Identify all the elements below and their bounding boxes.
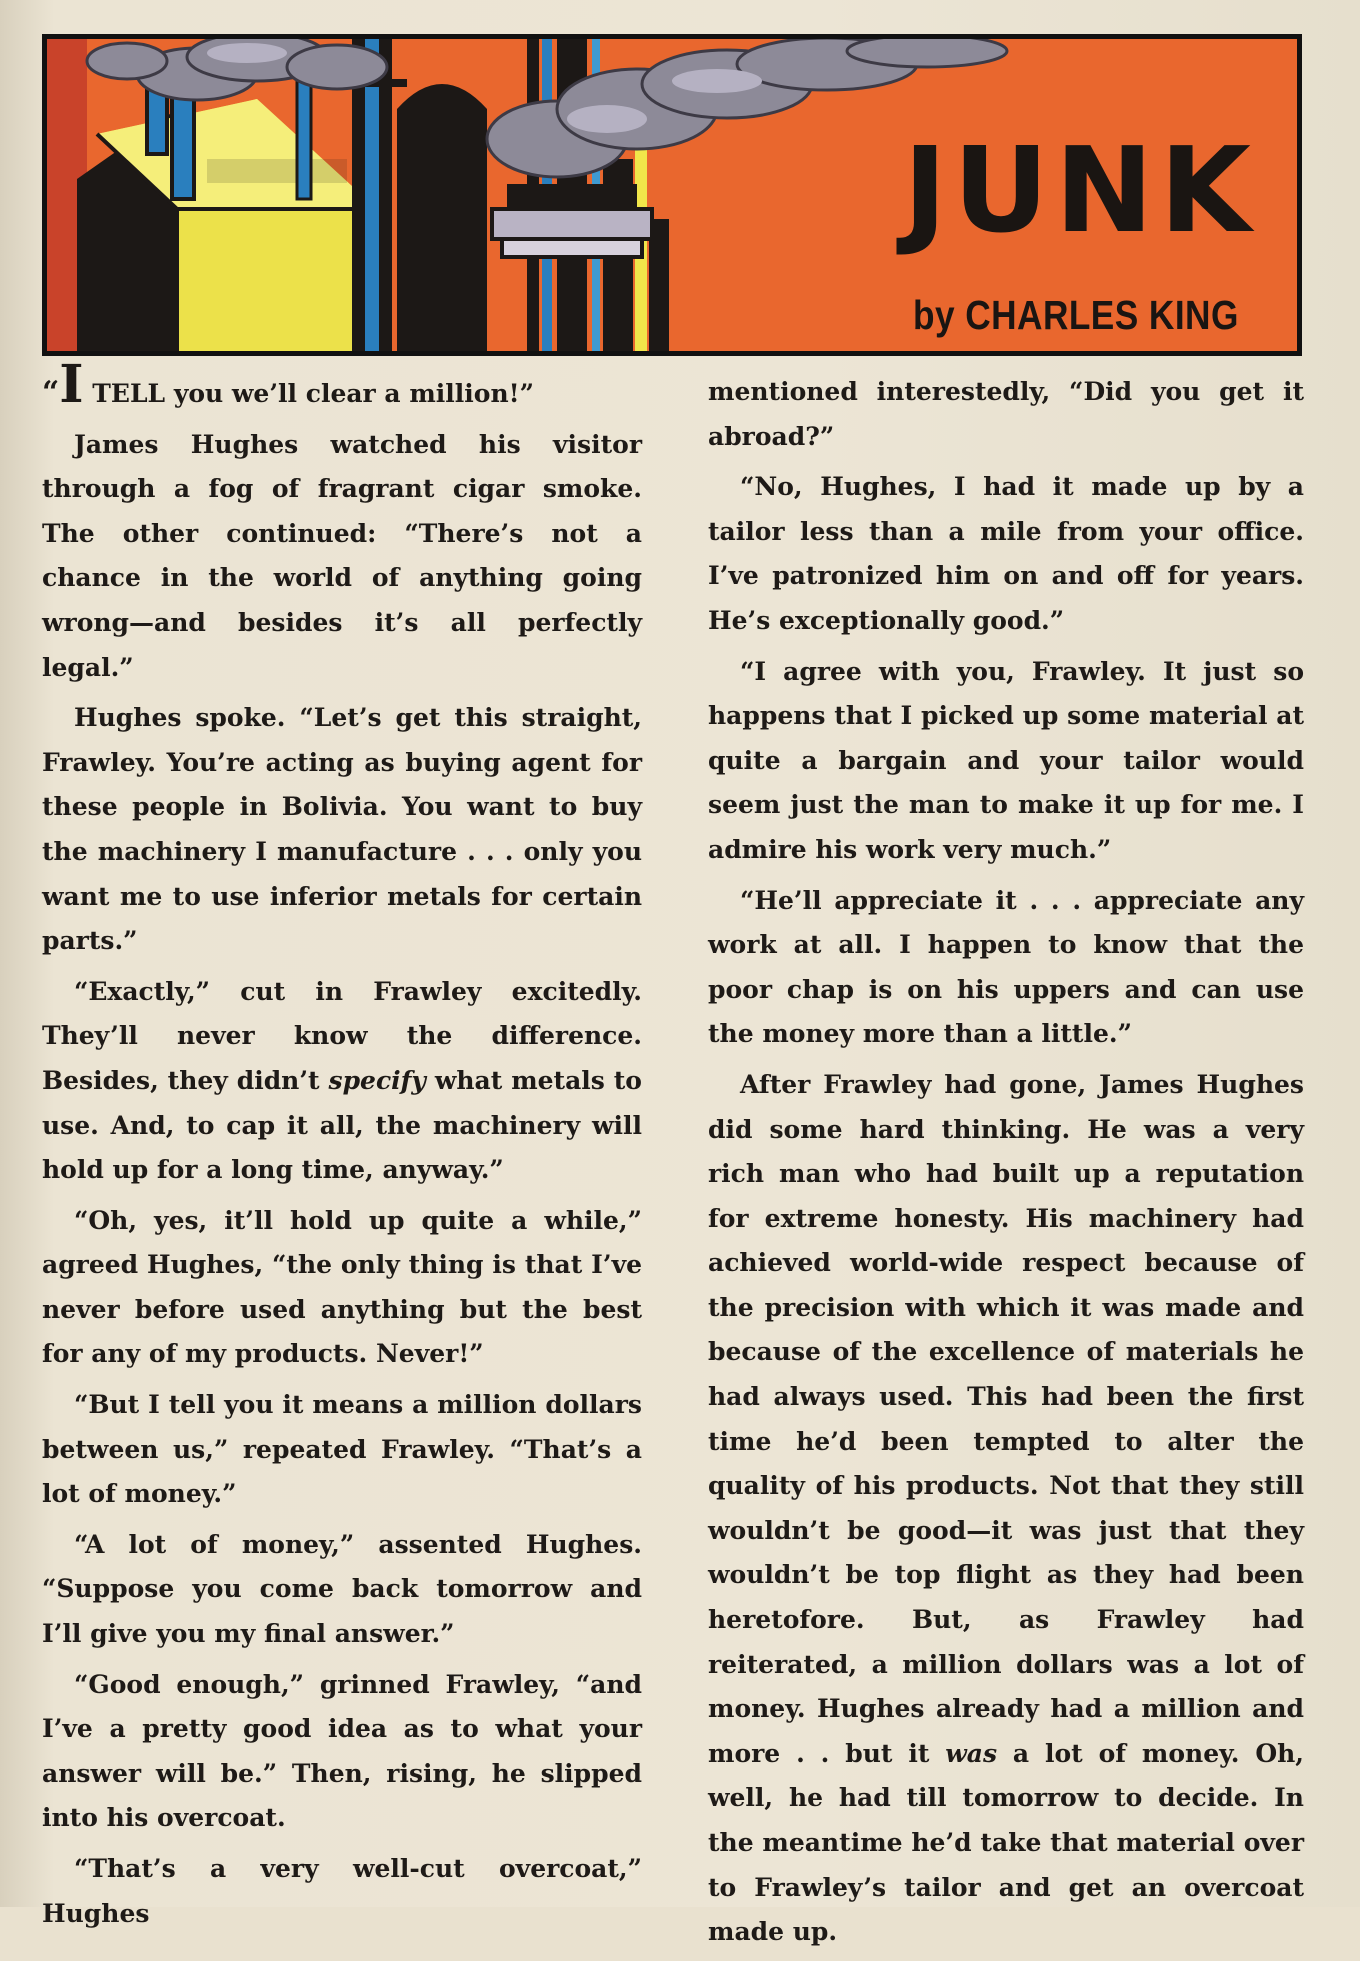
emphasis-text: specify bbox=[328, 1065, 426, 1095]
emphasis-text: was bbox=[945, 1738, 998, 1768]
paragraph bbox=[42, 970, 642, 1193]
paragraph: James Hughes watched his visitor through a fog of fragrant cigar smoke. The other continued: “There’s not a chance in the world of anything going wrong—and besides it’s all perfectly legal.” bbox=[42, 429, 642, 682]
paragraph: “A lot of money,” assented Hughes. “Suppose you come back tomorrow and I’ll give you my final answer.” bbox=[42, 1529, 642, 1649]
paragraph-text: “Exactly,” cut in Frawley excitedly. They’ll never know the difference. Besides, they didn’t bbox=[42, 976, 642, 1095]
paragraph: mentioned interestedly, “Did you get it abroad?” bbox=[708, 377, 1304, 451]
author-byline: by CHARLES KING bbox=[913, 292, 1239, 338]
story-title: JUNK bbox=[903, 121, 1257, 259]
text-column-left bbox=[42, 354, 642, 1942]
paragraph-text: TELL you we’ll clear a million!” bbox=[83, 379, 534, 408]
paragraph: “I agree with you, Frawley. It just so happens that I picked up some material at quite a bargain and your tailor would seem just the man to make it up for me. I admire his work very much.” bbox=[708, 656, 1304, 864]
paragraph: “He’ll appreciate it . . . appreciate any work at all. I happen to know that the poor chap is on his uppers and can use the money more than a little.” bbox=[708, 885, 1304, 1049]
paragraph: “But I tell you it means a million dollars between us,” repeated Frawley. “That’s a lot of money.” bbox=[42, 1390, 642, 1509]
opening-quote: “ bbox=[42, 375, 60, 410]
paragraph: “Good enough,” grinned Frawley, “and I’ve a pretty good idea as to what your answer will be.” Then, rising, he slipped into his overcoat. bbox=[42, 1669, 642, 1833]
paragraph: Hughes spoke. “Let’s get this straight, Frawley. You’re acting as buying agent for these people in Bolivia. You want to buy the machinery I manufacture . . . only you want me to use inferior metals for certain parts.” bbox=[42, 703, 642, 956]
drop-cap: I bbox=[59, 354, 84, 415]
paragraph bbox=[42, 354, 642, 417]
paragraph: “Oh, yes, it’ll hold up quite a while,” agreed Hughes, “the only thing is that I’ve never before used anything but the best for any of my products. Never!” bbox=[42, 1205, 642, 1369]
paragraph: “No, Hughes, I had it made up by a tailor less than a mile from your office. I’ve patronized him on and off for years. He’s exceptionally good.” bbox=[708, 472, 1304, 635]
paragraph-text: a lot of money. Oh, well, he had till tomorrow to decide. In the meantime he’d take that material over to Frawley’s tailor and get an overcoat made up. bbox=[708, 1738, 1304, 1947]
paragraph bbox=[708, 1063, 1304, 1955]
paragraph-text: After Frawley had gone, James Hughes did some hard thinking. He was a very rich man who had built up a reputation for extreme honesty. His machinery had achieved world-wide respect because of the precision with which it was made and because of the excellence of materials he had always used. This had been the first time he’d been tempted to alter the quality of his products. Not that they still wouldn’t be good—it was just that they wouldn’t be top flight as they had been heretofore. But, as Frawley had reiterated, a million dollars was a lot of money. Hughes already had a million and more . . but it bbox=[708, 1069, 1304, 1768]
paragraph: “That’s a very well-cut overcoat,” Hughes bbox=[42, 1854, 642, 1928]
paragraph-text: what metals to use. And, to cap it all, the machinery will hold up for a long time, anyway.” bbox=[42, 1065, 642, 1185]
title-banner bbox=[42, 34, 1302, 356]
text-column-right bbox=[708, 370, 1304, 1961]
